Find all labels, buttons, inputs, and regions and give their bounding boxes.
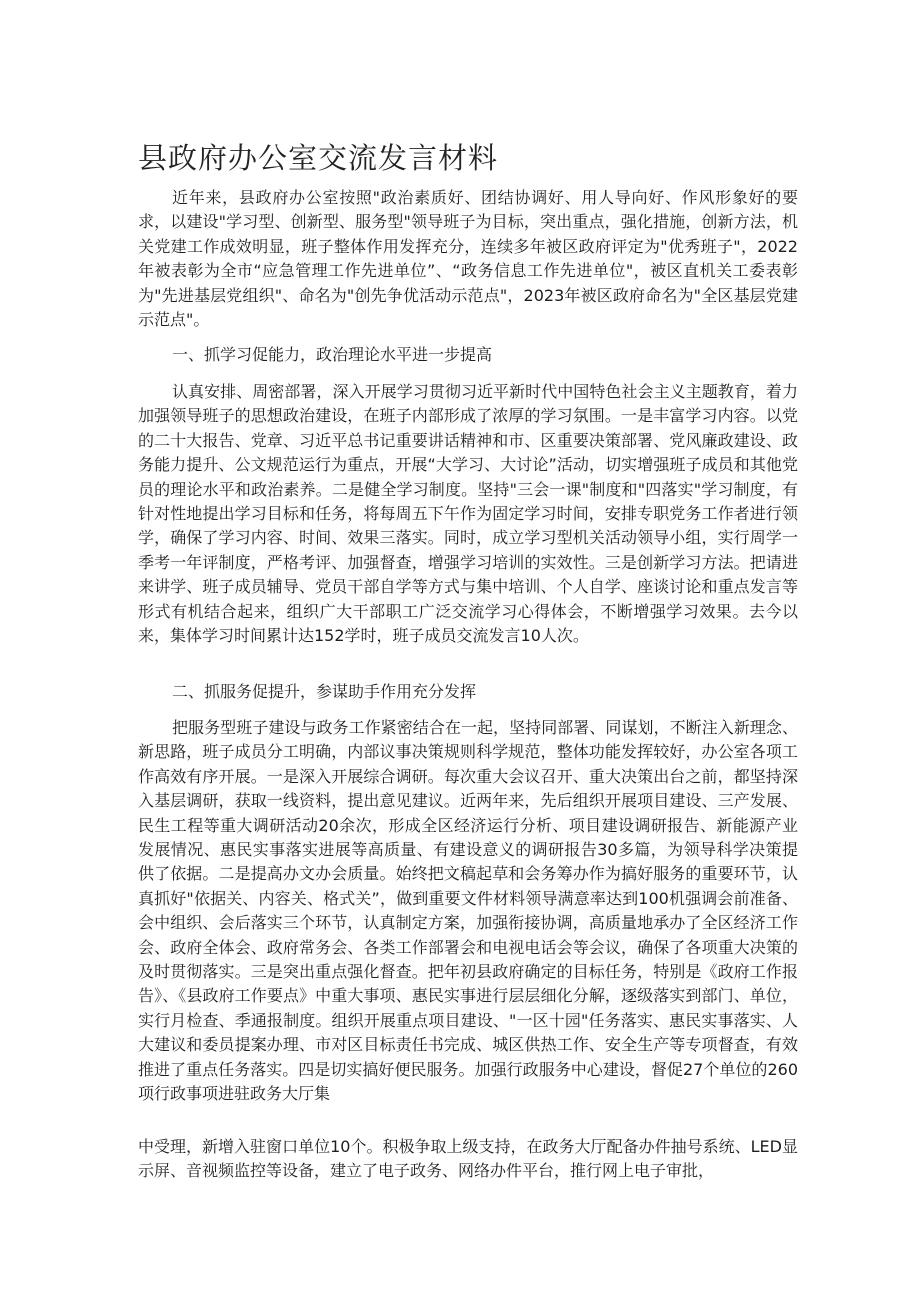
section2-heading-block — [138, 680, 798, 704]
section1-paragraph: 认真安排、周密部署，深入开展学习贯彻习近平新时代中国特色社会主义主题教育，着力加强领导班子的思想政治建设，在班子内部形成了浓厚的学习氛围。一是丰富学习内容。以党的二十大报告、党章、习近平总书记重要讲话精神和市、区重要决策部署、党风廉政建设、政务能力提升、公文规范运行为重点，开展“大学习、大讨论”活动，切实增强班子成员和其他党员的理论水平和政治素养。二是健全学习制度。坚持"三会一课"制度和"四落实"学习制度，有针对性地提出学习目标和任务，将每周五下午作为固定学习时间，安排专职党务工作者进行领学，确保了学习内容、时间、效果三落实。同时，成立学习型机关活动领导小组，实行周学一季考一年评制度，严格考评、加强督查，增强学习培训的实效性。三是创新学习方法。把请进来讲学、班子成员辅导、党员干部自学等方式与集中培训、个人自学、座谈讨论和重点发言等形式有机结合起来，组织广大干部职工广泛交流学习心得体会，不断增强学习效果。去今以来，集体学习时间累计达152学时，班子成员交流发言10人次。 — [138, 382, 798, 646]
section2-heading: 二、抓服务促提升，参谋助手作用充分发挥 — [172, 682, 477, 701]
document-title: 县政府办公室交流发言材料 — [138, 141, 499, 175]
intro-block — [138, 186, 798, 332]
section1-block — [138, 380, 798, 648]
section2-paragraph: 把服务型班子建设与政务工作紧密结合在一起，坚持同部署、同谋划，不断注入新理念、新思路，班子成员分工明确，内部议事决策规则科学规范，整体功能发挥较好，办公室各项工作高效有序开展。一是深入开展综合调研。每次重大会议召开、重大决策出台之前，都坚持深入基层调研，获取一线资料，提出意见建议。近两年来，先后组织开展项目建设、三产发展、民生工程等重大调研活动20余次，形成全区经济运行分析、项目建设调研报告、新能源产业发展情况、惠民实事落实进展等高质量、有建设意义的调研报告30多篇，为领导科学决策提供了依据。二是提高办文办会质量。始终把文稿起草和会务筹办作为搞好服务的重要环节，认真抓好"依据关、内容关、格式关”，做到重要文件材料领导满意率达到100机强调会前准备、会中组织、会后落实三个环节，认真制定方案，加强衔接协调，高质量地承办了全区经济工作会、政府全体会、政府常务会、各类工作部署会和电视电话会等会议，确保了各项重大决策的及时贯彻落实。三是突出重点强化督查。把年初县政府确定的目标任务，特别是《政府工作报告》、《县政府工作要点》中重大事项、惠民实事进行层层细化分解，逐级落实到部门、单位，实行月检查、季通报制度。组织开展重点项目建设、"一区十园"任务落实、惠民实事落实、人大建议和委员提案办理、市对区目标责任书完成、城区供热工作、安全生产等专项督查，有效推进了重点任务落实。四是切实搞好便民服务。加强行政服务中心建设，督促27个单位的260项行政事项进驻政务大厅集 — [138, 718, 798, 1104]
intro-paragraph: 近年来，县政府办公室按照"政治素质好、团结协调好、用人导向好、作风形象好的要求，以建设"学习型、创新型、服务型"领导班子为目标，突出重点，强化措施，创新方法，机关党建工作成效明显，班子整体作用发挥充分，连续多年被区政府评定为"优秀班子"，2022年被表彰为全市“应急管理工作先进单位”、“政务信息工作先进单位"，被区直机关工委表彰为"先进基层党组织"、命名为"创先争优活动示范点"，2023年被区政府命名为"全区基层党建示范点"。 — [138, 188, 798, 330]
section2-block — [138, 716, 798, 1107]
continuation-paragraph: 中受理，新增入驻窗口单位10个。积极争取上级支持，在政务大厅配备办件抽号系统、LED显示屏、音视频监控等设备，建立了电子政务、网络办件平台，推行网上电子审批， — [138, 1137, 798, 1181]
section1-heading: 一、抓学习促能力，政治理论水平进一步提高 — [172, 345, 493, 364]
section1-heading-block — [138, 343, 798, 367]
continuation-block — [138, 1135, 798, 1184]
